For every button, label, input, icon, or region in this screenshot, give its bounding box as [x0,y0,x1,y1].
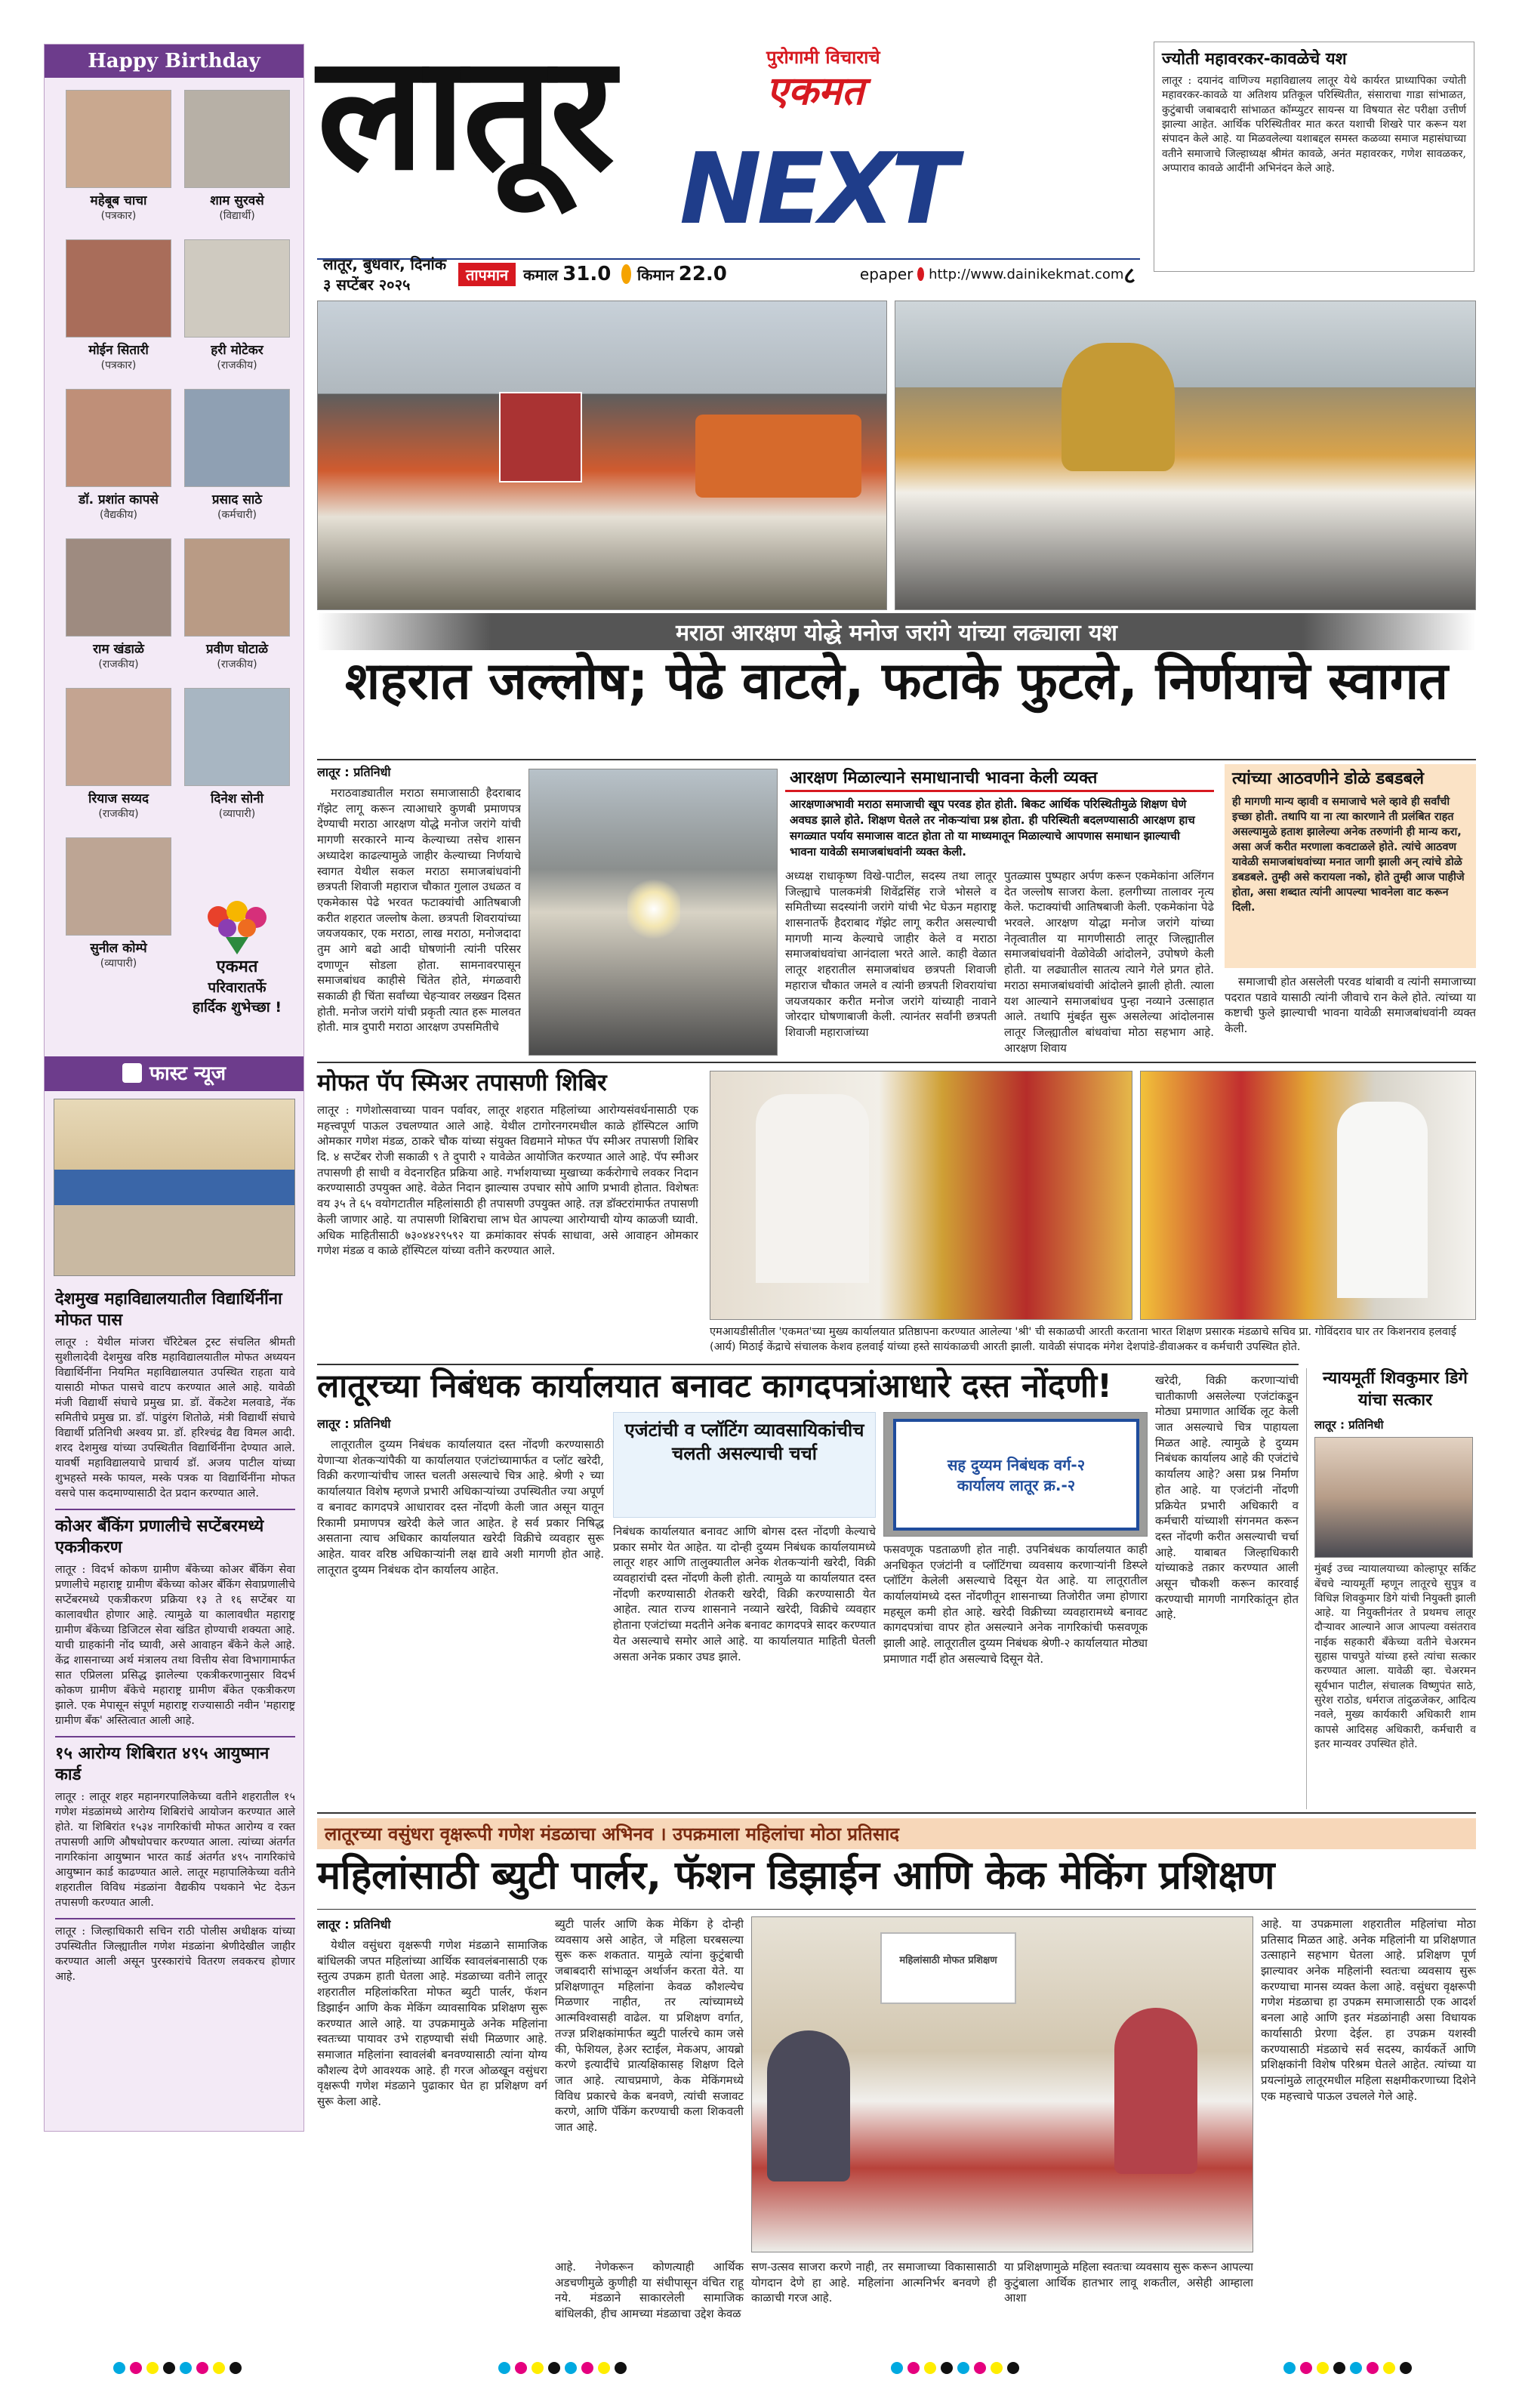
avatar [184,538,290,637]
headline-rule [317,759,1476,760]
avatar [184,389,290,487]
memory-text: ही मागणी मान्य व्हावी व समाजाचे भले व्हावे ही सर्वांची इच्छा होती. तथापि या ना त्या कारणाने ती प्रलंबित राहत असल्यामुळे हताश झालेल्या अनेक तरुणांनी ही मान्य करा, असा अर्ज करीत मरणाला कवटाळले होते. त्यांचे आठवण यावेळी समाजबांधवांच्या मनात जागी झाली अन् त्यांचे डोळे डबडबले. तुम्ही असे करायला नको, होते तुम्ही आज पाहीजे होता, असा शब्दात त्यांनी आपल्या भावनेला वाट करून दिली. [1232,795,1465,914]
lead-col4: पुतळ्यास पुष्पहार अर्पण करून एकमेकांना अलिंगन देत जल्लोष साजरा केला. हलगीच्या तालावर नृत्य केले. फटाक्यांची आतिषबाजी केली. एकमेकांना पेढे भरवले. आरक्षण योद्धा मनोज जरांगे यांच्या नेतृत्वातील या मागणीसाठी लातूर जिल्ह्यातील समाजबांधवांनी वेळोवेळी आंदोलने, उपोषणे केली होती. या लढ्यातील सातत्य त्याने गेले प्रगत होते. मराठा समाजबांधवांची आंदोलने झाली होती. त्याला यश आल्याने समाजबांधव पुन्हा नव्याने उत्साहात आले. तथापि मुंबईत सुरू असलेल्या आंदोलनास लातूर जिल्ह्यातील बांधवांचा मोठा सहभाग आहे. आरक्षण शिवाय [1004,869,1214,1055]
beauty-col1: लातूर : प्रतिनिधी येथील वसुंधरा वृक्षरूपी गणेश मंडळाने सामाजिक बांधिलकी जपत महिलांच्या आर्थिक स्वावलंबनासाठी एक स्तुत्य उपक्रम हाती घेतला आहे. मंडळाच्या वतीने लातूर शहरातील महिलांकरिता मोफत ब्युटी पार्लर, फॅशन डिझाईन आणि केक मेकिंग व्यावसायिक प्रशिक्षण सुरू करण्यात आले आहे. या उपक्रमामुळे अनेक महिलांना स्वतःच्या पायावर उभे राहण्याची संधी मिळणार आहे. समाजात महिलांना स्वावलंबी बनवण्यासाठी त्यांना योग्य कौशल्य देणे आवश्यक आहे. ही गरज ओळखून वसुंधरा वृक्षरूपी गणेश मंडळाने पुढाकार घेत हा प्रशिक्षण वर्ग सुरू केला आहे. [317,1917,547,2108]
news-item-3: १५ आरोग्य शिबिरात ४९५ आयुष्मान कार्ड लातूर : लातूर शहर महानगरपालिकेच्या वतीने शहरातील १५ गणेश मंडळांमध्ये आरोग्य शिबिरांचे आयोजन करण्यात आले होते. या शिबिरांत १५३४ नागरिकांची मोफत आरोग्य व रक्त तपासणी आणि औषधोपचार करण्यात आला. त्यांच्या अंतर्गत नागरिकांना आयुष्मान भारत कार्ड अंतर्गत ४९५ नागरिकांचे आयुष्मान कार्ड काढण्यात आले. लातूर महापालिकेच्या वतीने शहरातील विविध मंडळांना वैद्यकीय पथकाने भेट देऊन तपासणी करण्यात आली. [55,1736,295,1910]
person-role: (पत्रकार) [100,210,137,222]
person-name: सुनील कोम्पे [90,941,147,956]
max-label: कमाल [523,265,559,284]
beauty-photo [751,1916,1253,2252]
registry-sign-photo [883,1412,1148,1537]
beauty-bottom3: या प्रशिक्षणामुळे महिला स्वतःचा व्यवसाय सुरू करून आपल्या कुटुंबाला आर्थिक हातभार लावू शकतील, असेही आम्हाला आशा [1004,2260,1253,2305]
wish-block [184,898,290,1016]
person-name: राम खंडाळे [93,642,144,657]
section-rule-2 [317,1364,1299,1365]
birthday-person [66,239,171,372]
person-name: शाम सुरवसे [210,193,264,208]
bouquet-icon [196,898,279,954]
min-temp: 22.0 [678,263,727,285]
pep-body: लातूर : गणेशोत्सवाच्या पावन पर्वावर, लातूर शहरात महिलांच्या आरोग्यसंवर्धनासाठी एक महत्त्वपूर्ण पाऊल उचलण्यात आले आहे. येथील टागोरनगरमधील काळे हॉस्पिटल आणि ओमकार गणेश मंडळ, ठाकरे चौक यांच्या संयुक्त विद्यमाने मोफत पॅप स्मीअर तपासणी शिबिर दि. ४ सप्टेंबर रोजी सकाळी ९ ते दुपारी २ यावेळेत आयोजित करण्यात आले आहे. पॅप स्मीअर तपासणी ही साधी व वेदनारहित प्रक्रिया आहे. गर्भाशयाच्या मुखाच्या कर्करोगाचे लवकर निदान करण्यासाठी उपयुक्त आहे. वेळेत निदान झाल्यास उपचार सोपे आणि प्रभावी होतात. विशेषतः वय ३५ ते ६५ वयोगटातील महिलांसाठी ही तपासणी उपयुक्त आहे. तज्ञ डॉक्टरांमार्फत तपासणी केली जाणार आहे. या तपासणी शिबिराचा लाभ घेत आपल्या आरोग्याची योग्य काळजी घ्यावी. अधिक माहितीसाठी ७३०४४२९५९२ या क्रमांकावर संपर्क साधावा, असे आवाहन ओमकार गणेश मंडळ व काळे हॉस्पिटल यांच्या वतीने करण्यात आले. [317,1103,698,1258]
top-right-box [1154,42,1474,272]
site-url: http://www.dainikekmat.com [929,266,1124,282]
avatar [66,90,171,188]
registry-col2: निबंधक कार्यालयात बनावट आणि बोगस दस्त नोंदणी केल्याचे प्रकार समोर येत आहेत. या दोन्ही दुय्यम निबंधक कार्यालयामध्ये लातूर शहर आणि तालुक्यातील अनेक शेतकऱ्यांनी खरेदी, विक्री व्यवहारांची दस्त नोंदणी केली होती. त्यामुळे या कार्यालयात दस्त नोंदणी करण्यासाठी शेतकरी खरेदी, विक्री करण्यासाठी येत आहेत. त्यात राज्य शासनाने नव्याने खरेदी, विक्रीचे व्यवहार होताना एजंटांच्या मदतीने अनेक बनावट कागदपत्रे सादर करण्यात येत असल्याचे समोर आले आहे. या कार्यालयात माहिती घेतली असता अनेक प्रकार उघड झाले. [613,1525,876,1663]
person-role: (राजकीय) [98,658,139,671]
beauty-headline: महिलांसाठी ब्युटी पार्लर, फॅशन डिझाईन आणि केक मेकिंग प्रशिक्षण [317,1853,1275,1898]
registry-col1: लातूर : प्रतिनिधी लातूरातील दुय्यम निबंधक कार्यालयात दस्त नोंदणी करण्यासाठी येणाऱ्या शेतकऱ्यांपैकी या कार्यालयात एजंटांच्यामार्फत व प्लॉट खरेदी, विक्री करणाऱ्यांचीच जास्त चलती असल्याचे चित्र आहे. श्रेणी २ च्या कार्यालयात विशेष म्हणजे प्रभारी अधिकाऱ्यांच्या उपस्थितीत ज्या अपूर्ण व बनावट कागदपत्रे आधारावर दस्त नोंदणी केली जात असून यातून रिकामी प्रमाणपत्र खरेदी केले जात आहेत. हे सर्व प्रकार निषिद्ध असताना त्याच अधिकार कार्यालयात खरेदी विक्रीचे व्यवहार सुरू आहेत. यावर वरिष्ठ अधिकाऱ्यांनी लक्ष द्यावे अशी मागणी होत आहे. लातूरात दुय्यम निबंधक दोन कार्यालय आहेत. [317,1417,604,1577]
beauty-kicker: लातूरच्या वसुंधरा वृक्षरूपी गणेश मंडळाचा अभिनव । उपक्रमाला महिलांचा मोठा प्रतिसाद [317,1818,1476,1849]
registry-headline: लातूरच्या निबंधक कार्यालयात बनावट कागदपत्रांआधारे दस्त नोंदणी! [317,1367,1112,1405]
section-rule-4 [317,1909,1476,1910]
registry-col3: फसवणूक पडताळणी होत नाही. उपनिबंधक कार्यालयात काही अनधिकृत एजंटांनी व प्लॉटिंगचा व्यवसाय करणाऱ्यांनी डिस्प्ले प्लॉटिंग केलेली असल्याचे दिसून येत आहे. या लातूरातील कार्यालयांमध्ये दस्त नोंदणीतून शासनाच्या तिजोरीत जमा होणारा महसूल कमी होत आहे. खरेदी विक्रीच्या व्यवहारामध्ये बनावट कागदपत्रांचा वापर होत असल्याने अनेक नागरिकांची फसवणूक झाली आहे. लातूरातील दुय्यम निबंधक श्रेणी-२ कार्यालयात मोठ्या प्रमाणात गर्दी होत असल्याचे दिसून येते. [883,1543,1148,1666]
avatar [66,239,171,338]
birthday-heading: Happy Birthday [45,45,304,78]
fast-news-list [55,1283,295,1984]
top-box-body: लातूर : दयानंद वाणिज्य महाविद्यालय लातूर येथे कार्यरत प्राध्यापिका ज्योती महावरकर-कावळे या अतिशय प्रतिकूल परिस्थितीत, संसाराचा गाडा सांभाळत, कुटुंबाची जबाबदारी सांभाळत कॉम्प्युटर सायन्स या विषयात सेट परीक्षा उत्तीर्ण झाल्या आहेत. आर्थिक परिस्थितीवर मात करत यशाची शिखरे पार करून यश संपादन केले आहे. या मिळवलेल्या यशाबद्दल समस्त कळव्या समाज महासंघाच्या वतीने समाजाचे जिल्हाध्यक्ष श्रीमंत कावळे, अनंत महावरकर, गणेश सावळकर, अप्पाराव कावळे आदींनी अभिनंदन केले आहे. [1162,75,1466,174]
avatar [66,688,171,786]
page-number: ८ [1123,262,1135,289]
birthday-sidebar [44,44,304,2132]
person-role: (व्यापारी) [100,957,137,970]
person-name: हरी मोटेकर [211,343,263,358]
wish-line1: परिवारातर्फे [208,979,267,996]
person-role: (कर्मचारी) [217,509,257,521]
ganesh-caption: एमआयडीसीतील 'एकमत'च्या मुख्य कार्यालयात प्रतिष्ठापना करण्यात आलेल्या 'श्री' ची सकाळची आरती करताना भारत शिक्षण प्रसारक मंडळाचे सचिव प्रा. गोविंदराव घार तर किशनराव हलवाई (आर्य) मिठाई केंद्राचे संचालक केशव हलवाई यांच्या हस्ते सायंकाळची आरती झाली. यावेळी संपादक मंगेश देशपांडे-डीवाअकर व कर्मचारी उपस्थित होते. [710,1326,1456,1354]
birthday-person [66,688,171,821]
section-rule-3 [317,1812,1476,1814]
masthead-title: लातूर [317,20,612,205]
sign-line1: सह दुय्यम निबंधक वर्ग-२ [947,1456,1086,1474]
avatar [66,837,171,936]
lead-col1: लातूर : प्रतिनिधी मराठवाड्यातील मराठा समाजासाठी हैदराबाद गॅझेट लागू करून त्याआधारे कुणबी प्रमाणपत्र देण्याची मराठा आरक्षण योद्धे मनोज जरांगे यांची मागणी सरकारने मान्य केल्याच्या तसेच शासन अध्यादेश काढल्यामुळे जाहीर केल्याच्या निर्णयाचे स्वागत येथील सकल मराठा समाजबांधवांनी छत्रपती शिवाजी महाराज चौकात गुलाल उधळत व एकमेकास पेढे भरवत फटाक्यांची आतिषबाजी करीत शहरात जल्लोष केला. छत्रपती शिवरायांच्या जयजयकार, एक मराठा, लाख मराठा, मनोजदादा तुम आगे बढो आदी घोषणांनी त्यांनी परिसर दणाणून सोडला होता. सामनावरपासून समाजबांधव काहीसे चिंतेत होते, मंगळवारी सकाळी ही चिंता सर्वांच्या चेहऱ्यावर लख्खन दिसत होती. मनोज जरांगे यांची प्रकृती त्यात हरू मालवत होती. मात्र दुपारी मराठा आरक्षण उपसमितीचे [317,765,521,1034]
birthday-person [184,389,290,522]
epaper-label: epaper [859,265,914,283]
person-role: (विद्यार्थी) [219,210,255,222]
lead-kicker: मराठा आरक्षण योद्धे मनोज जरांगे यांच्या लढ्याला यश [317,613,1476,650]
beauty-col2: ब्युटी पार्लर आणि केक मेकिंग हे दोन्ही व्यवसाय असे आहेत, जे महिला घरबसल्या सुरू करू शकतात. यामुळे त्यांना कुटुंबाची जबाबदारी सांभाळून अर्थार्जन करता येते. या प्रशिक्षणातून महिलांना केवळ कौशल्येच मिळणार नाहीत, तर त्यांच्यामध्ये आत्मविश्वासही वाढेल. या प्रशिक्षण वर्गात, तज्ज्ञ प्रशिक्षकांमार्फत ब्युटी पार्लरचे काम जसे की, फेशियल, हेअर स्टाईल, मेकअप, आयब्रो करणे इत्यादींचे प्रात्यक्षिकासह शिक्षण दिले जात आहे. त्याचप्रमाणे, केक मेकिंगमध्ये विविध प्रकारचे केक बनवणे, त्यांची सजावट करणे, आणि पॅकिंग करण्याची कला शिकवली जात आहे. [555,1917,744,2134]
section-rule-1 [317,1062,1476,1063]
ganesh-photo-right [1140,1071,1476,1320]
person-name: प्रसाद साठे [211,492,263,507]
birthday-person [66,389,171,522]
dateline: लातूर, बुधवार, दिनांक ३ सप्टेंबर २०२५ [323,255,447,294]
avatar [66,389,171,487]
birthday-person [66,90,171,223]
sub-box [785,764,1214,862]
registration-dots-4 [1283,2362,1412,2374]
birthday-person [66,538,171,671]
fast-news-photo [54,1099,295,1276]
birthday-person [184,538,290,671]
birthday-person [184,688,290,821]
beauty-bottom2: सण-उत्सव साजरा करणे नाही, तर समाजाच्या विकासासाठी योगदान देणे हा आहे. महिलांना आत्मनिर्भर बनवणे ही काळाची गरज आहे. [751,2260,997,2305]
globe-icon [917,267,924,281]
beauty-bottom1: आहे. नेणेकरून कोणत्याही आर्थिक अडचणीमुळे कुणीही या संधीपासून वंचित राहू नये. मंडळाने साकारलेली सामाजिक बांधिलकी, हीच आमच्या मंडळाचा उद्देश केवळ [555,2260,744,2321]
person-role: (व्यापारी) [218,808,256,820]
person-name: दिनेश सोनी [210,791,264,806]
person-role: (राजकीय) [98,808,139,820]
sign-line2: कार्यालय लातूर क्र.-२ [957,1476,1076,1494]
person-name: महेबूब चाचा [90,193,147,208]
pep-title: मोफत पॅप स्मिअर तपासणी शिबिर [317,1069,607,1096]
justice-photo [1314,1437,1473,1558]
sub-box-text: आरक्षणाअभावी मराठा समाजाची खूप परवड होत होती. बिकट आर्थिक परिस्थितीमुळे शिक्षण घेणे अवघड झाले होते. शिक्षण घेतले तर नोकऱ्यांचा प्रश्न होता. ही परिस्थिती बदलण्यासाठी आरक्षण हाच सगळ्यात पर्याय समाजास वाटत होता तो या माध्यमातून मिळाल्याचे आपणास समाधान झाल्याची भावना यावेळी समाजबांधवांनी व्यक्त केली. [790,797,1195,859]
registration-dots-3 [891,2362,1019,2374]
lead-photo-right [895,301,1476,610]
masthead-brand: एकमत [766,69,864,114]
person-role: (राजकीय) [217,658,257,671]
avatar [184,688,290,786]
dateline-bar [317,255,1140,294]
person-role: (वैद्यकीय) [99,509,138,521]
registration-dots-1 [113,2362,242,2374]
news-item-1: देशमुख महाविद्यालयातील विद्यार्थिनींना मोफत पास लातूर : येथील मांजरा चॅरिटेबल ट्रस्ट संचलित श्रीमती सुशीलादेवी देशमुख वरिष्ठ महाविद्यालयातील मोफत अध्ययन विद्यार्थिनींना नियमित महाविद्यालयात उपस्थित राहता यावे यासाठी मोफत पासचे वाटप करण्यात आले आहे. यावेळी मंजी विद्यार्थी संघाचे प्रमुख प्रा. डॉ. वेंकटेश मलवाडे, नॅक समितीचे प्रमुख प्रा. डॉ. पांडुरंग शितोळे, मंत्री विद्यार्थी संघाचे विद्यार्थी प्रतिनिधी अश्वय प्रा. डॉ. हरिश्चंद्र वैद्य विमल आदी. शरद देशमुख यांच्या उपस्थितीत विद्यार्थिनींना देण्यात आले. यावर्षी महाविद्यालयाचे प्राचार्य डॉ. अजय पाटील यांच्या शुभहस्ते मस्के फायल, मस्के पत्रक या विद्यार्थिनींना मोफत वसचे पास कदमाण्यासाठी देत प्रदान करण्यात आले. [55,1290,295,1500]
poster: महिलांसाठी मोफत प्रशिक्षण [880,1932,1016,2004]
fast-news-heading: फास्ट न्यूज [45,1056,304,1091]
person-name: डॉ. प्रशांत कापसे [79,492,159,507]
sub-box-title: आरक्षण मिळाल्याने समाधानाची भावना केली व्यक्त [785,764,1214,792]
lead-headline: शहरात जल्लोष; पेढे वाटले, फटाके फुटले, निर्णयाचे स्वागत [345,652,1448,711]
fast-news-icon [122,1063,142,1083]
justice-body: मुंबई उच्च न्यायालयाच्या कोल्हापूर सर्किट बेंचचे न्यायमूर्ती म्हणून लातूरचे सुपुत्र व विधिज्ञ शिवकुमार डिगे यांची नियुक्ती झाली आहे. या नियुक्तीनंतर ते प्रथमच लातूर दौऱ्यावर आल्याने आज आपल्या वसंतराव नाईक सहकारी बँकेच्या वतीने चेअरमन सुहास पाचपुते यांच्या हस्ते त्यांचा सत्कार करण्यात आला. यावेळी व्हा. चेअरमन सूर्यभान पाटील, संचालक विष्णुपंत साठे, सुरेश राठोड, धर्मराज तांदुळजेकर, आदित्य नवले, मुख्य कार्यकारी अधिकारी शाम कापसे आदिसह अधिकारी, कर्मचारी व इतर मान्यवर उपस्थित होते. [1314,1563,1476,1750]
registration-dots-2 [498,2362,627,2374]
masthead [317,20,1140,294]
sun-icon [621,264,631,284]
masthead-tagline: पुरोगामी विचाराचे [766,47,880,68]
avatar [184,90,290,188]
registry-box [613,1412,876,1518]
birthday-person [184,90,290,223]
justice-title: न्यायमूर्ती शिवकुमार डिगे यांचा सत्कार [1323,1369,1468,1410]
wish-brand: एकमत [216,957,258,976]
avatar [66,538,171,637]
news-item-4: लातूर : जिल्हाधिकारी सचिन राठी पोलीस अधीक्षक यांच्या उपस्थितीत जिल्ह्यातील गणेश मंडळांना श्रेणीदेखील जाहीर करण्यात आली असून पुरस्कारांचे वितरण लवकरच होणार आहे. [55,1918,295,1984]
lead-photo-firecracker [528,769,778,1056]
person-role: (पत्रकार) [100,359,137,372]
avatar [184,239,290,338]
person-name: रियाज सय्यद [88,791,149,806]
person-name: प्रवीण घोटाळे [205,642,269,657]
news-item-2: कोअर बँकिंग प्रणालीचे सप्टेंबरमध्ये एकत्रीकरण लातूर : विदर्भ कोकण ग्रामीण बँकेच्या कोअर बँकिंग सेवा प्रणालीचे महाराष्ट्र ग्रामीण बँकेच्या कोअर बँकिंग सेवाप्रणालीचे सप्टेंबरमध्ये एकत्रीकरण प्रक्रिया १३ ते १६ सप्टेंबर या कालावधीत होणार आहे. त्यामुळे या कालावधीत महाराष्ट्र ग्रामीण बँकेच्या डिजिटल सेवा खंडित होण्याची शक्यता आहे. याची ग्राहकांनी नोंद घ्यावी, असे आवाहन बँकेने केले आहे. केंद्र शासनाच्या अर्थ मंत्रालय तथा वित्तीय सेवा विभागामार्फत सात एप्रिलला प्रसिद्ध झालेल्या एकत्रीकरणानुसार विदर्भ कोकण ग्रामीण बँकेचे महाराष्ट्र ग्रामीण बँकेत एकत्रीकरण झाले. एक मेपासून संपूर्ण महाराष्ट्र राज्यासाठी नवीन 'महाराष्ट्र ग्रामीण बँक' अस्तित्वात आली आहे. [55,1509,295,1728]
max-temp: 31.0 [562,263,612,285]
person-name: मोईन सितारी [88,343,149,358]
lead-photo-left [317,301,887,610]
memory-text2: समाजाची होत असलेली परवड थांबावी व त्यांनी समाजाच्या पदरात पडावे यासाठी त्यांनी जीवाचे रान केले होते. त्यांच्या या कष्टाची फुले झाल्याची भावना यावेळी समाजबांधवांनी व्यक्त केली. [1225,975,1476,1036]
ganesh-photo-left [710,1071,1132,1320]
birthday-person [184,239,290,372]
min-label: किमान [636,265,674,284]
memory-box [1225,764,1476,968]
beauty-col3: आहे. या उपक्रमाला शहरातील महिलांचा मोठा प्रतिसाद मिळत आहे. अनेक महिलांनी या प्रशिक्षणात उत्साहाने सहभाग घेतला आहे. प्रशिक्षण पूर्ण झाल्यावर अनेक महिलांनी स्वतःचा व्यवसाय सुरू करण्याचा मानस व्यक्त केला आहे. वसुंधरा वृक्षरूपी गणेश मंडळाचा हा उपक्रम समाजासाठी एक आदर्श बनला आहे आणि इतर मंडळांनाही असा विधायक कार्यासाठी प्रेरणा देईल. हा उपक्रम यशस्वी करण्यासाठी मंडळाचे सर्व सदस्य, कार्यकर्ते आणि प्रशिक्षकांनी विशेष परिश्रम घेतले आहेत. त्यांच्या या प्रयत्नांमुळे लातूरमधील महिला सक्षमीकरणाच्या दिशेने एक महत्त्वाचे पाऊल उचलले गेले आहे. [1261,1917,1476,2103]
justice-box [1306,1368,1476,1809]
registry-box-title: एजंटांची व प्लॉटिंग व्यावसायिकांचीच चलती असल्याची चर्चा [624,1420,864,1465]
lead-col3: अध्यक्ष राधाकृष्ण विखे-पाटील, सदस्य तथा लातूर जिल्ह्याचे पालकमंत्री शिवेंद्रसिंह राजे भोसले व समितीच्या सदस्यांनी जरांगे यांची भेट घेऊन महाराष्ट्र शासनातर्फे हैदराबाद गॅझेट लागू करीत असल्याची मागणी मान्य केल्याचे जाहीर केले व मराठा समाजबांधवांचा आनंदाला भरते आले. काही वेळात लातूर शहरातील समाजबांधव छत्रपती शिवाजी महाराज चौकात जमले व त्यांनी छत्रपती शिवरायांचा जयजयकार करीत मनोज जरांगे यांच्याही नावाने जोरदार घोषणाबाजी केली. त्यानंतर सर्वांनी छत्रपती शिवाजी महाराजांच्या [785,869,997,1039]
wish-line2: हार्दिक शुभेच्छा ! [192,999,282,1016]
person-role: (राजकीय) [217,359,257,372]
justice-byline: लातूर : प्रतिनिधी [1314,1418,1384,1432]
top-box-title: ज्योती महावरकर-कावळेचे यश [1162,50,1347,69]
memory-title: त्यांच्या आठवणीने डोळे डबडबले [1232,769,1425,788]
birthday-person [66,837,171,970]
registry-col4: खरेदी, विक्री करणाऱ्यांची चातीकाणी असलेल्या एजंटांकडून मोठ्या प्रमाणात आर्थिक लूट केली जात असल्याचे चित्र पाहायला मिळत आहे. त्यामुळे हे दुय्यम निबंधक कार्यालय आहे की एजंटांचे कार्यालय आहे? असा प्रश्न निर्माण होत आहे. या एजंटांनी नोंदणी प्रक्रियेत प्रभारी अधिकारी व कर्मचारी यांच्याशी संगनमत करून दस्त नोंदणी करीत असल्याची चर्चा आहे. याबाबत जिल्हाधिकारी यांच्याकडे तक्रार करण्यात आली असून चौकशी करून कारवाई करण्याची मागणी नागरिकांतून होत आहे. [1155,1374,1299,1622]
weather-label: तापमान [458,263,516,286]
masthead-next: NEXT [679,131,954,246]
